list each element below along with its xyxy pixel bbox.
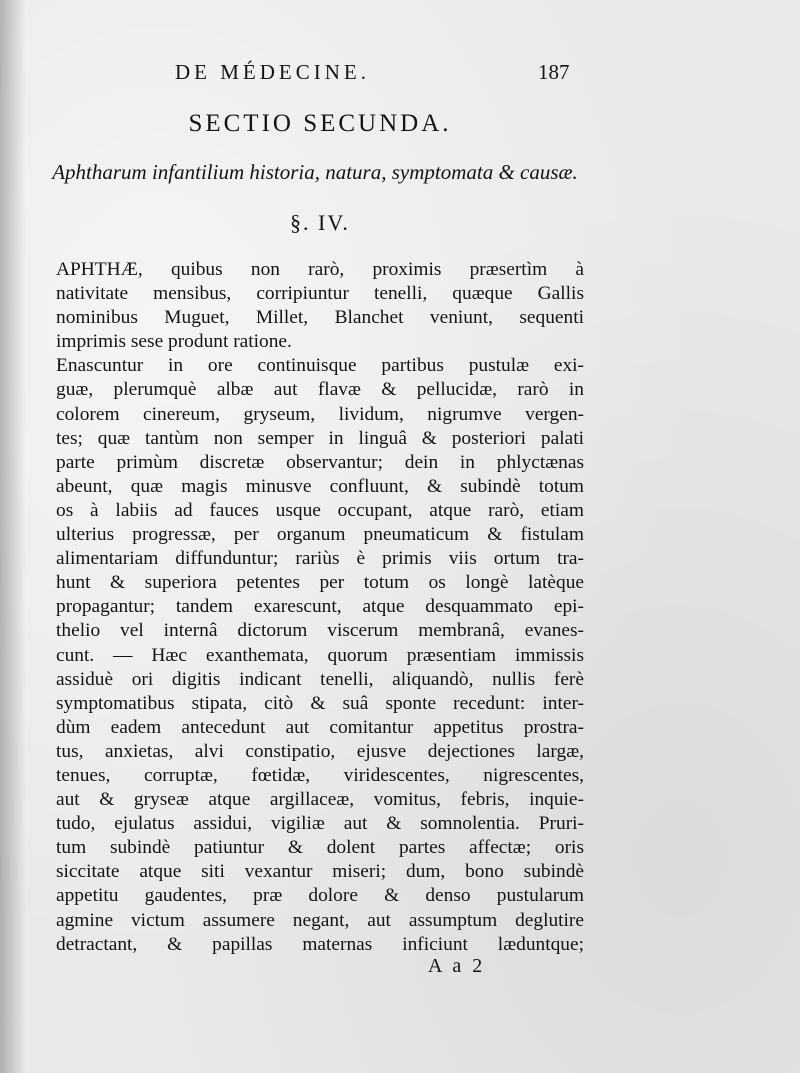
body-line: imprimis sese produnt ratione. <box>56 331 292 353</box>
body-line: tudo, ejulatus assidui, vigiliæ aut & somnolentia. Pruri- <box>56 813 584 835</box>
signature-mark: A a 2 <box>428 955 486 977</box>
body-line: thelio vel internâ dictorum viscerum membranâ, evanes- <box>56 620 584 642</box>
body-line: alimentariam diffunduntur; rariùs è primis viis ortum tra- <box>56 548 584 570</box>
body-line: guæ, plerumquè albæ aut flavæ & pellucidæ, rarò in <box>56 379 584 401</box>
body-line: nominibus Muguet, Millet, Blanchet veniunt, sequenti <box>56 307 584 329</box>
body-line: symptomatibus stipata, citò & suâ sponte recedunt: inter- <box>56 692 584 714</box>
body-line: aut & gryseæ atque argillaceæ, vomitus, febris, inquie- <box>56 789 584 811</box>
body-line: tes; quæ tantùm non semper in linguâ & posteriori palati <box>56 427 584 449</box>
body-line: nativitate mensibus, corripiuntur tenelli, quæque Gallis <box>56 283 584 305</box>
body-line: agmine victum assumere negant, aut assumptum deglutire <box>56 909 584 931</box>
body-line: dùm eadem antecedunt aut comitantur appetitus prostra- <box>56 716 584 738</box>
running-head: DE MÉDECINE. <box>175 60 370 84</box>
body-line: APHTHÆ, quibus non rarò, proximis præsertìm à <box>56 259 584 280</box>
body-line: tum subindè patiuntur & dolent partes affectæ; oris <box>56 837 584 859</box>
body-line: appetitu gaudentes, præ dolore & denso pustularum <box>56 885 584 907</box>
body-line: abeunt, quæ magis minusve confluunt, & subindè totum <box>56 475 584 497</box>
body-line: detractant, & papillas maternas inficiunt læduntque; <box>56 933 584 955</box>
body-line: Enascuntur in ore continuisque partibus pustulæ exi- <box>56 355 584 377</box>
body-line: tenues, corruptæ, fœtidæ, viridescentes, nigrescentes, <box>56 764 584 786</box>
section-subtitle: Aphtharum infantilium historia, natura, symptomata & causæ. <box>52 160 578 184</box>
body-text <box>56 258 584 957</box>
body-line: siccitate atque siti vexantur miseri; dum, bono subindè <box>56 861 584 883</box>
body-line: os à labiis ad fauces usque occupant, atque rarò, etiam <box>56 499 584 521</box>
page-gutter-shadow <box>0 0 26 1073</box>
section-title: SECTIO SECUNDA. <box>188 110 452 137</box>
page-header <box>60 58 580 88</box>
body-line: colorem cinereum, gryseum, lividum, nigrumve vergen- <box>56 403 584 425</box>
body-line: tus, anxietas, alvi constipatio, ejusve dejectiones largæ, <box>56 740 584 762</box>
body-line: hunt & superiora petentes per totum os longè latèque <box>56 572 584 594</box>
paragraph-number: §. IV. <box>290 210 350 235</box>
body-line: parte primùm discretæ observantur; dein in phlyctænas <box>56 451 584 473</box>
page-number: 187 <box>538 60 570 84</box>
body-line: cunt. — Hæc exanthemata, quorum præsentiam immissis <box>56 644 584 666</box>
body-line: propagantur; tandem exarescunt, atque desquammato epi- <box>56 596 584 618</box>
body-line: ulterius progressæ, per organum pneumaticum & fistulam <box>56 524 584 546</box>
body-line: assiduè ori digitis indicant tenelli, aliquandò, nullis ferè <box>56 668 584 690</box>
